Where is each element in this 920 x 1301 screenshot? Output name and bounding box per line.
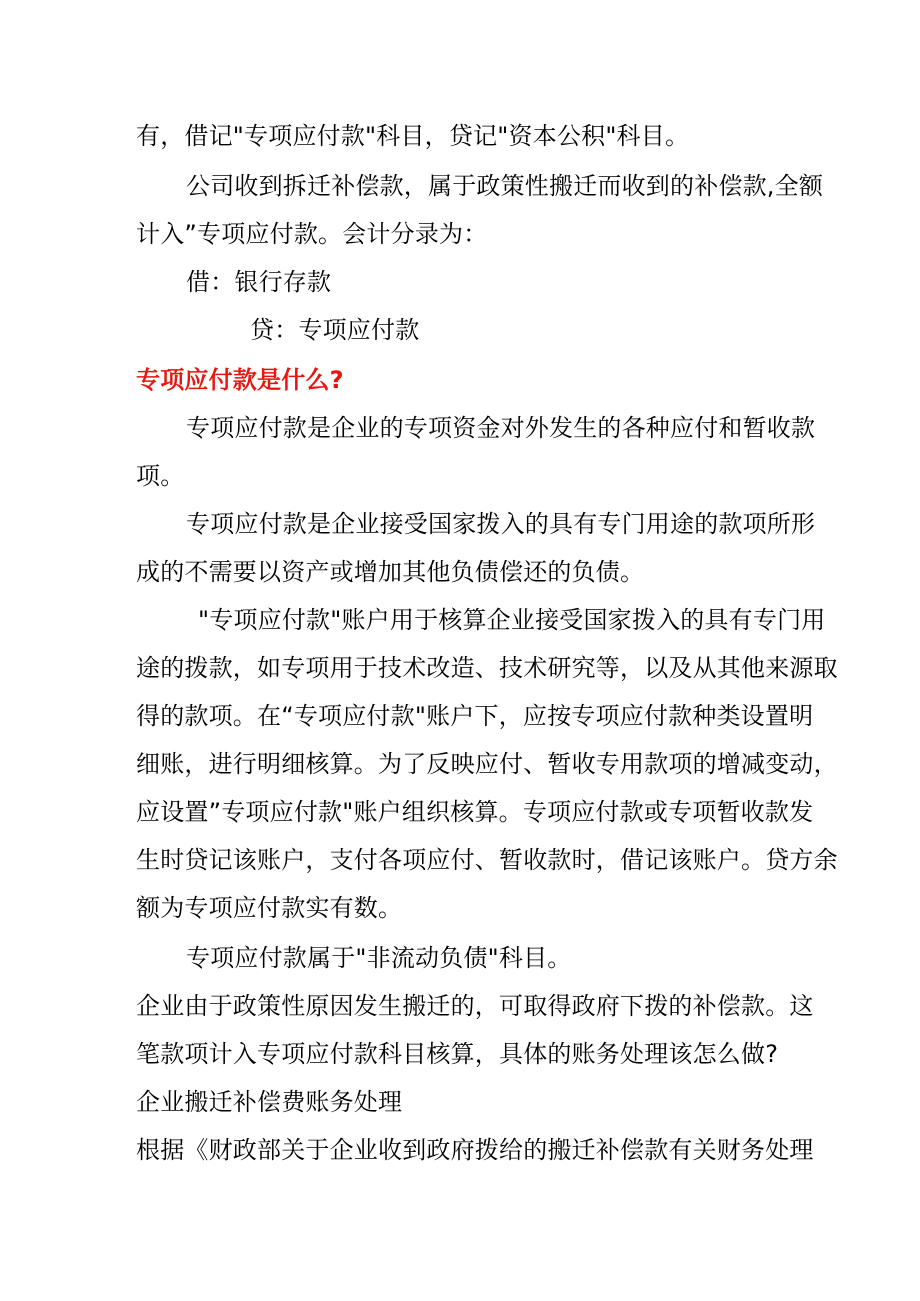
paragraph-line: 有，借记"专项应付款"科目，贷记"资本公积"科目。 [136,122,690,150]
journal-entry-debit: 借：银行存款 [186,268,332,296]
paragraph-line: 项。 [136,462,185,490]
paragraph-line: 根据《财政部关于企业收到政府拨给的搬迁补偿款有关财务处理 [136,1136,814,1164]
paragraph-line: 计入”专项应付款。会计分录为： [136,220,488,248]
paragraph-line: 额为专项应付款实有数。 [136,894,403,922]
subheading-line: 企业搬迁补偿费账务处理 [136,1088,403,1116]
paragraph-line: 笔款项计入专项应付款科目核算，具体的账务处理该怎么做? [136,1040,779,1068]
paragraph-line: 公司收到拆迁补偿款，属于政策性搬迁而收到的补偿款,全额 [186,172,824,200]
paragraph-line: 专项应付款属于"非流动负债"科目。 [186,944,572,972]
paragraph-line: 专项应付款是企业接受国家拨入的具有专门用途的款项所形 [186,510,816,538]
paragraph-line: 专项应付款是企业的专项资金对外发生的各种应付和暂收款 [186,414,816,442]
paragraph-line: 途的拨款，如专项用于技术改造、技术研究等，以及从其他来源取 [136,654,838,682]
paragraph-line: 生时贷记该账户，支付各项应付、暂收款时，借记该账户。贷方余 [136,846,838,874]
paragraph-line: 应设置”专项应付款"账户组织核算。专项应付款或专项暂收款发 [136,798,814,826]
paragraph-line: 细账，进行明细核算。为了反映应付、暂收专用款项的增减变动， [136,750,838,778]
paragraph-line: 企业由于政策性原因发生搬迁的，可取得政府下拨的补偿款。这 [136,992,814,1020]
section-heading: 专项应付款是什么? [136,366,344,394]
paragraph-line: "专项应付款"账户用于核算企业接受国家拨入的具有专门用 [198,606,826,634]
paragraph-line: 得的款项。在“专项应付款"账户下，应按专项应付款种类设置明 [136,702,814,730]
journal-entry-credit: 贷：专项应付款 [250,316,420,344]
paragraph-line: 成的不需要以资产或增加其他负债偿还的负债。 [136,558,645,586]
